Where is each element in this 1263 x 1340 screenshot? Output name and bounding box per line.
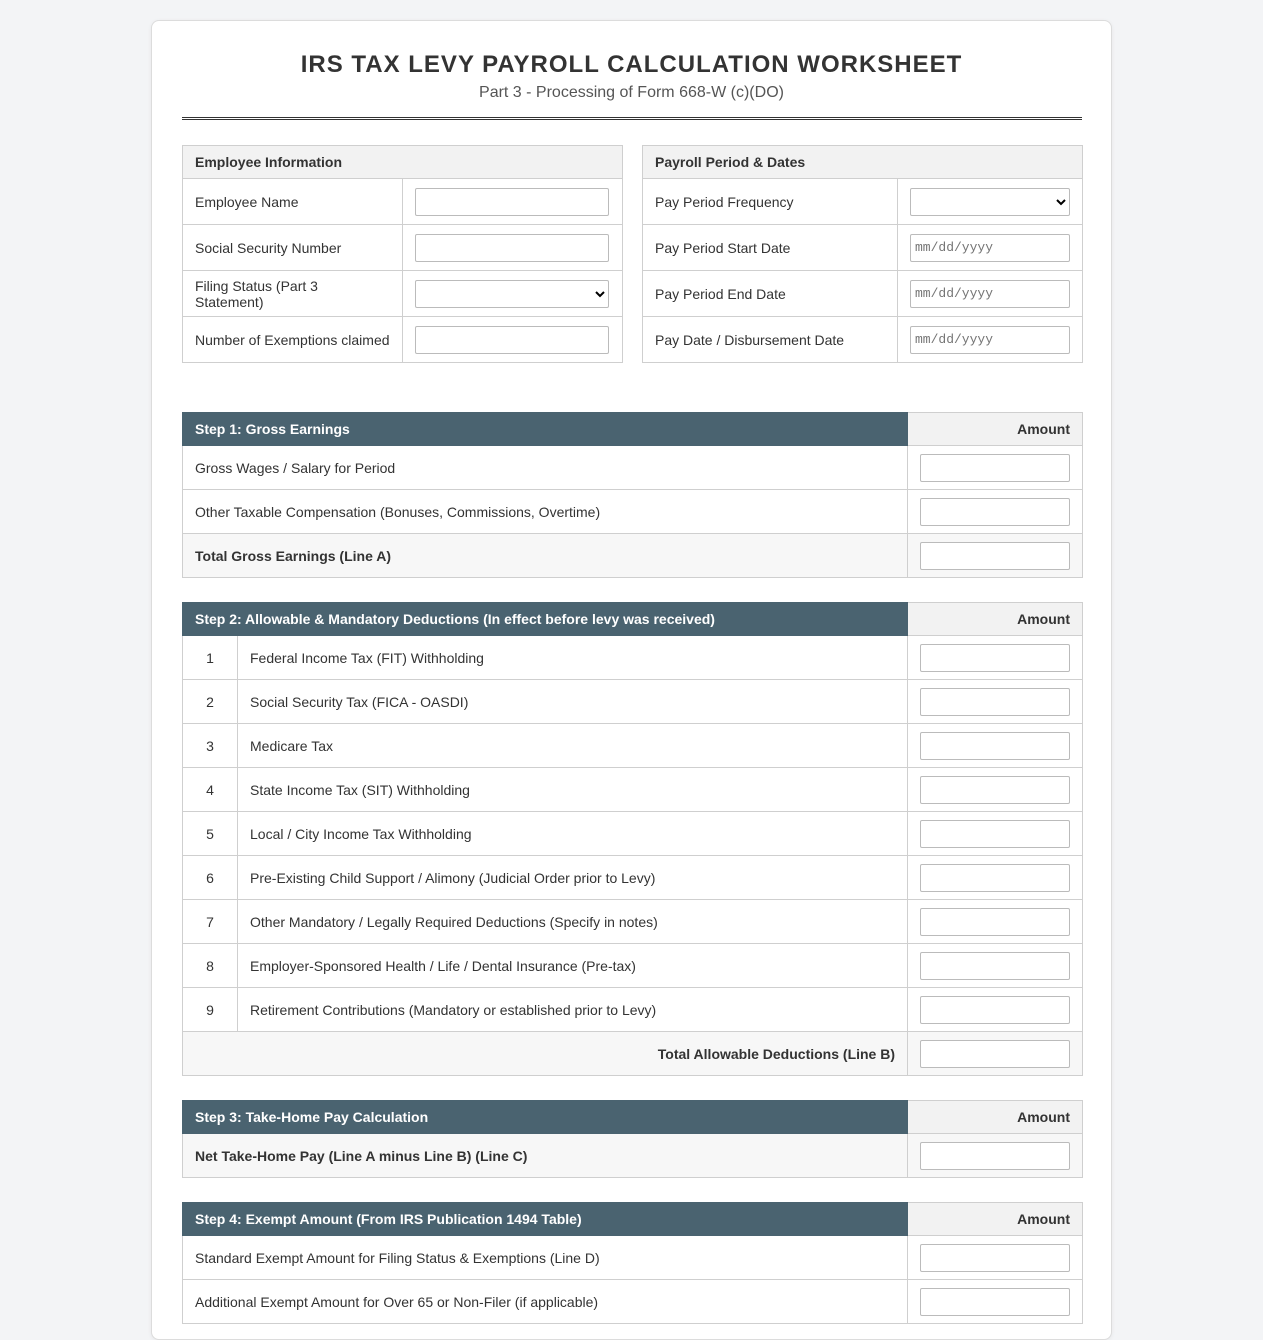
table-row [183, 1032, 1083, 1076]
step3-heading: Step 3: Take-Home Pay Calculation [183, 1101, 908, 1134]
filing-status-row [183, 271, 623, 317]
total-deductions-label: Total Allowable Deductions (Line B) [183, 1032, 908, 1076]
other-compensation-input[interactable] [920, 498, 1070, 526]
deduction-input[interactable] [920, 776, 1070, 804]
step2-table [182, 602, 1083, 1076]
deduction-label: Social Security Tax (FICA - OASDI) [238, 680, 908, 724]
deduction-input[interactable] [920, 908, 1070, 936]
table-row [183, 680, 1083, 724]
deduction-input[interactable] [920, 644, 1070, 672]
exemptions-row [183, 317, 623, 363]
pay-date-label: Pay Date / Disbursement Date [643, 317, 898, 363]
exemptions-label: Number of Exemptions claimed [183, 317, 403, 363]
employee-info-heading: Employee Information [183, 146, 623, 179]
page-subtitle: Part 3 - Processing of Form 668-W (c)(DO) [479, 84, 784, 101]
additional-exempt-label: Additional Exempt Amount for Over 65 or Non-Filer (if applicable) [183, 1280, 908, 1324]
table-row [183, 636, 1083, 680]
deduction-label: Local / City Income Tax Withholding [238, 812, 908, 856]
end-date-label: Pay Period End Date [643, 271, 898, 317]
step1-table [182, 412, 1083, 578]
step2-heading: Step 2: Allowable & Mandatory Deductions (In effect before levy was received) [183, 603, 908, 636]
gross-wages-input[interactable] [920, 454, 1070, 482]
start-date-label: Pay Period Start Date [643, 225, 898, 271]
gross-wages-label: Gross Wages / Salary for Period [183, 446, 908, 490]
filing-status-select[interactable] [415, 280, 609, 308]
step3-amount-header: Amount [908, 1101, 1083, 1134]
line-number: 8 [183, 944, 238, 988]
deduction-label: Federal Income Tax (FIT) Withholding [238, 636, 908, 680]
net-take-home-input[interactable] [920, 1142, 1070, 1170]
table-row [183, 446, 1083, 490]
line-number: 9 [183, 988, 238, 1032]
table-row [183, 988, 1083, 1032]
total-deductions-input[interactable] [920, 1040, 1070, 1068]
table-row [183, 1236, 1083, 1280]
line-number: 2 [183, 680, 238, 724]
start-date-input[interactable] [910, 234, 1070, 262]
pay-frequency-select[interactable] [910, 188, 1070, 216]
step1-amount-header: Amount [908, 413, 1083, 446]
other-compensation-label: Other Taxable Compensation (Bonuses, Commissions, Overtime) [183, 490, 908, 534]
payroll-period-heading: Payroll Period & Dates [643, 146, 1083, 179]
additional-exempt-input[interactable] [920, 1288, 1070, 1316]
step4-heading: Step 4: Exempt Amount (From IRS Publication 1494 Table) [183, 1203, 908, 1236]
standard-exempt-input[interactable] [920, 1244, 1070, 1272]
deduction-input[interactable] [920, 820, 1070, 848]
net-take-home-label: Net Take-Home Pay (Line A minus Line B) (Line C) [183, 1134, 908, 1178]
deduction-input[interactable] [920, 688, 1070, 716]
line-number: 7 [183, 900, 238, 944]
ssn-input[interactable] [415, 234, 609, 262]
pay-frequency-row [643, 179, 1083, 225]
line-number: 3 [183, 724, 238, 768]
table-row [183, 724, 1083, 768]
employee-name-label: Employee Name [183, 179, 403, 225]
table-row [183, 534, 1083, 578]
deduction-label: Pre-Existing Child Support / Alimony (Judicial Order prior to Levy) [238, 856, 908, 900]
filing-status-label: Filing Status (Part 3 Statement) [183, 271, 403, 317]
table-row [183, 900, 1083, 944]
end-date-row [643, 271, 1083, 317]
deduction-input[interactable] [920, 732, 1070, 760]
line-number: 6 [183, 856, 238, 900]
deduction-input[interactable] [920, 864, 1070, 892]
table-row [183, 1280, 1083, 1324]
exemptions-input[interactable] [415, 326, 609, 354]
ssn-row [183, 225, 623, 271]
step1-heading: Step 1: Gross Earnings [183, 413, 908, 446]
table-row [183, 812, 1083, 856]
table-row [183, 1134, 1083, 1178]
deduction-label: Retirement Contributions (Mandatory or established prior to Levy) [238, 988, 908, 1032]
employee-name-input[interactable] [415, 188, 609, 216]
ssn-label: Social Security Number [183, 225, 403, 271]
line-number: 4 [183, 768, 238, 812]
table-row [183, 856, 1083, 900]
total-gross-label: Total Gross Earnings (Line A) [183, 534, 908, 578]
step4-amount-header: Amount [908, 1203, 1083, 1236]
pay-date-input[interactable] [910, 326, 1070, 354]
employee-info-table [182, 145, 623, 363]
step3-table [182, 1100, 1083, 1178]
deduction-label: State Income Tax (SIT) Withholding [238, 768, 908, 812]
title-divider [182, 117, 1082, 120]
standard-exempt-label: Standard Exempt Amount for Filing Status & Exemptions (Line D) [183, 1236, 908, 1280]
deduction-label: Employer-Sponsored Health / Life / Dental Insurance (Pre-tax) [238, 944, 908, 988]
pay-date-row [643, 317, 1083, 363]
step2-amount-header: Amount [908, 603, 1083, 636]
table-row [183, 944, 1083, 988]
deduction-label: Other Mandatory / Legally Required Deductions (Specify in notes) [238, 900, 908, 944]
payroll-period-table [642, 145, 1083, 363]
table-row [183, 768, 1083, 812]
deduction-input[interactable] [920, 996, 1070, 1024]
page-title: IRS TAX LEVY PAYROLL CALCULATION WORKSHEET [300, 51, 963, 78]
start-date-row [643, 225, 1083, 271]
line-number: 5 [183, 812, 238, 856]
worksheet-card [151, 20, 1112, 1340]
deduction-label: Medicare Tax [238, 724, 908, 768]
step4-table [182, 1202, 1083, 1324]
line-number: 1 [183, 636, 238, 680]
end-date-input[interactable] [910, 280, 1070, 308]
total-gross-input[interactable] [920, 542, 1070, 570]
deduction-input[interactable] [920, 952, 1070, 980]
table-row [183, 490, 1083, 534]
pay-frequency-label: Pay Period Frequency [643, 179, 898, 225]
employee-name-row [183, 179, 623, 225]
